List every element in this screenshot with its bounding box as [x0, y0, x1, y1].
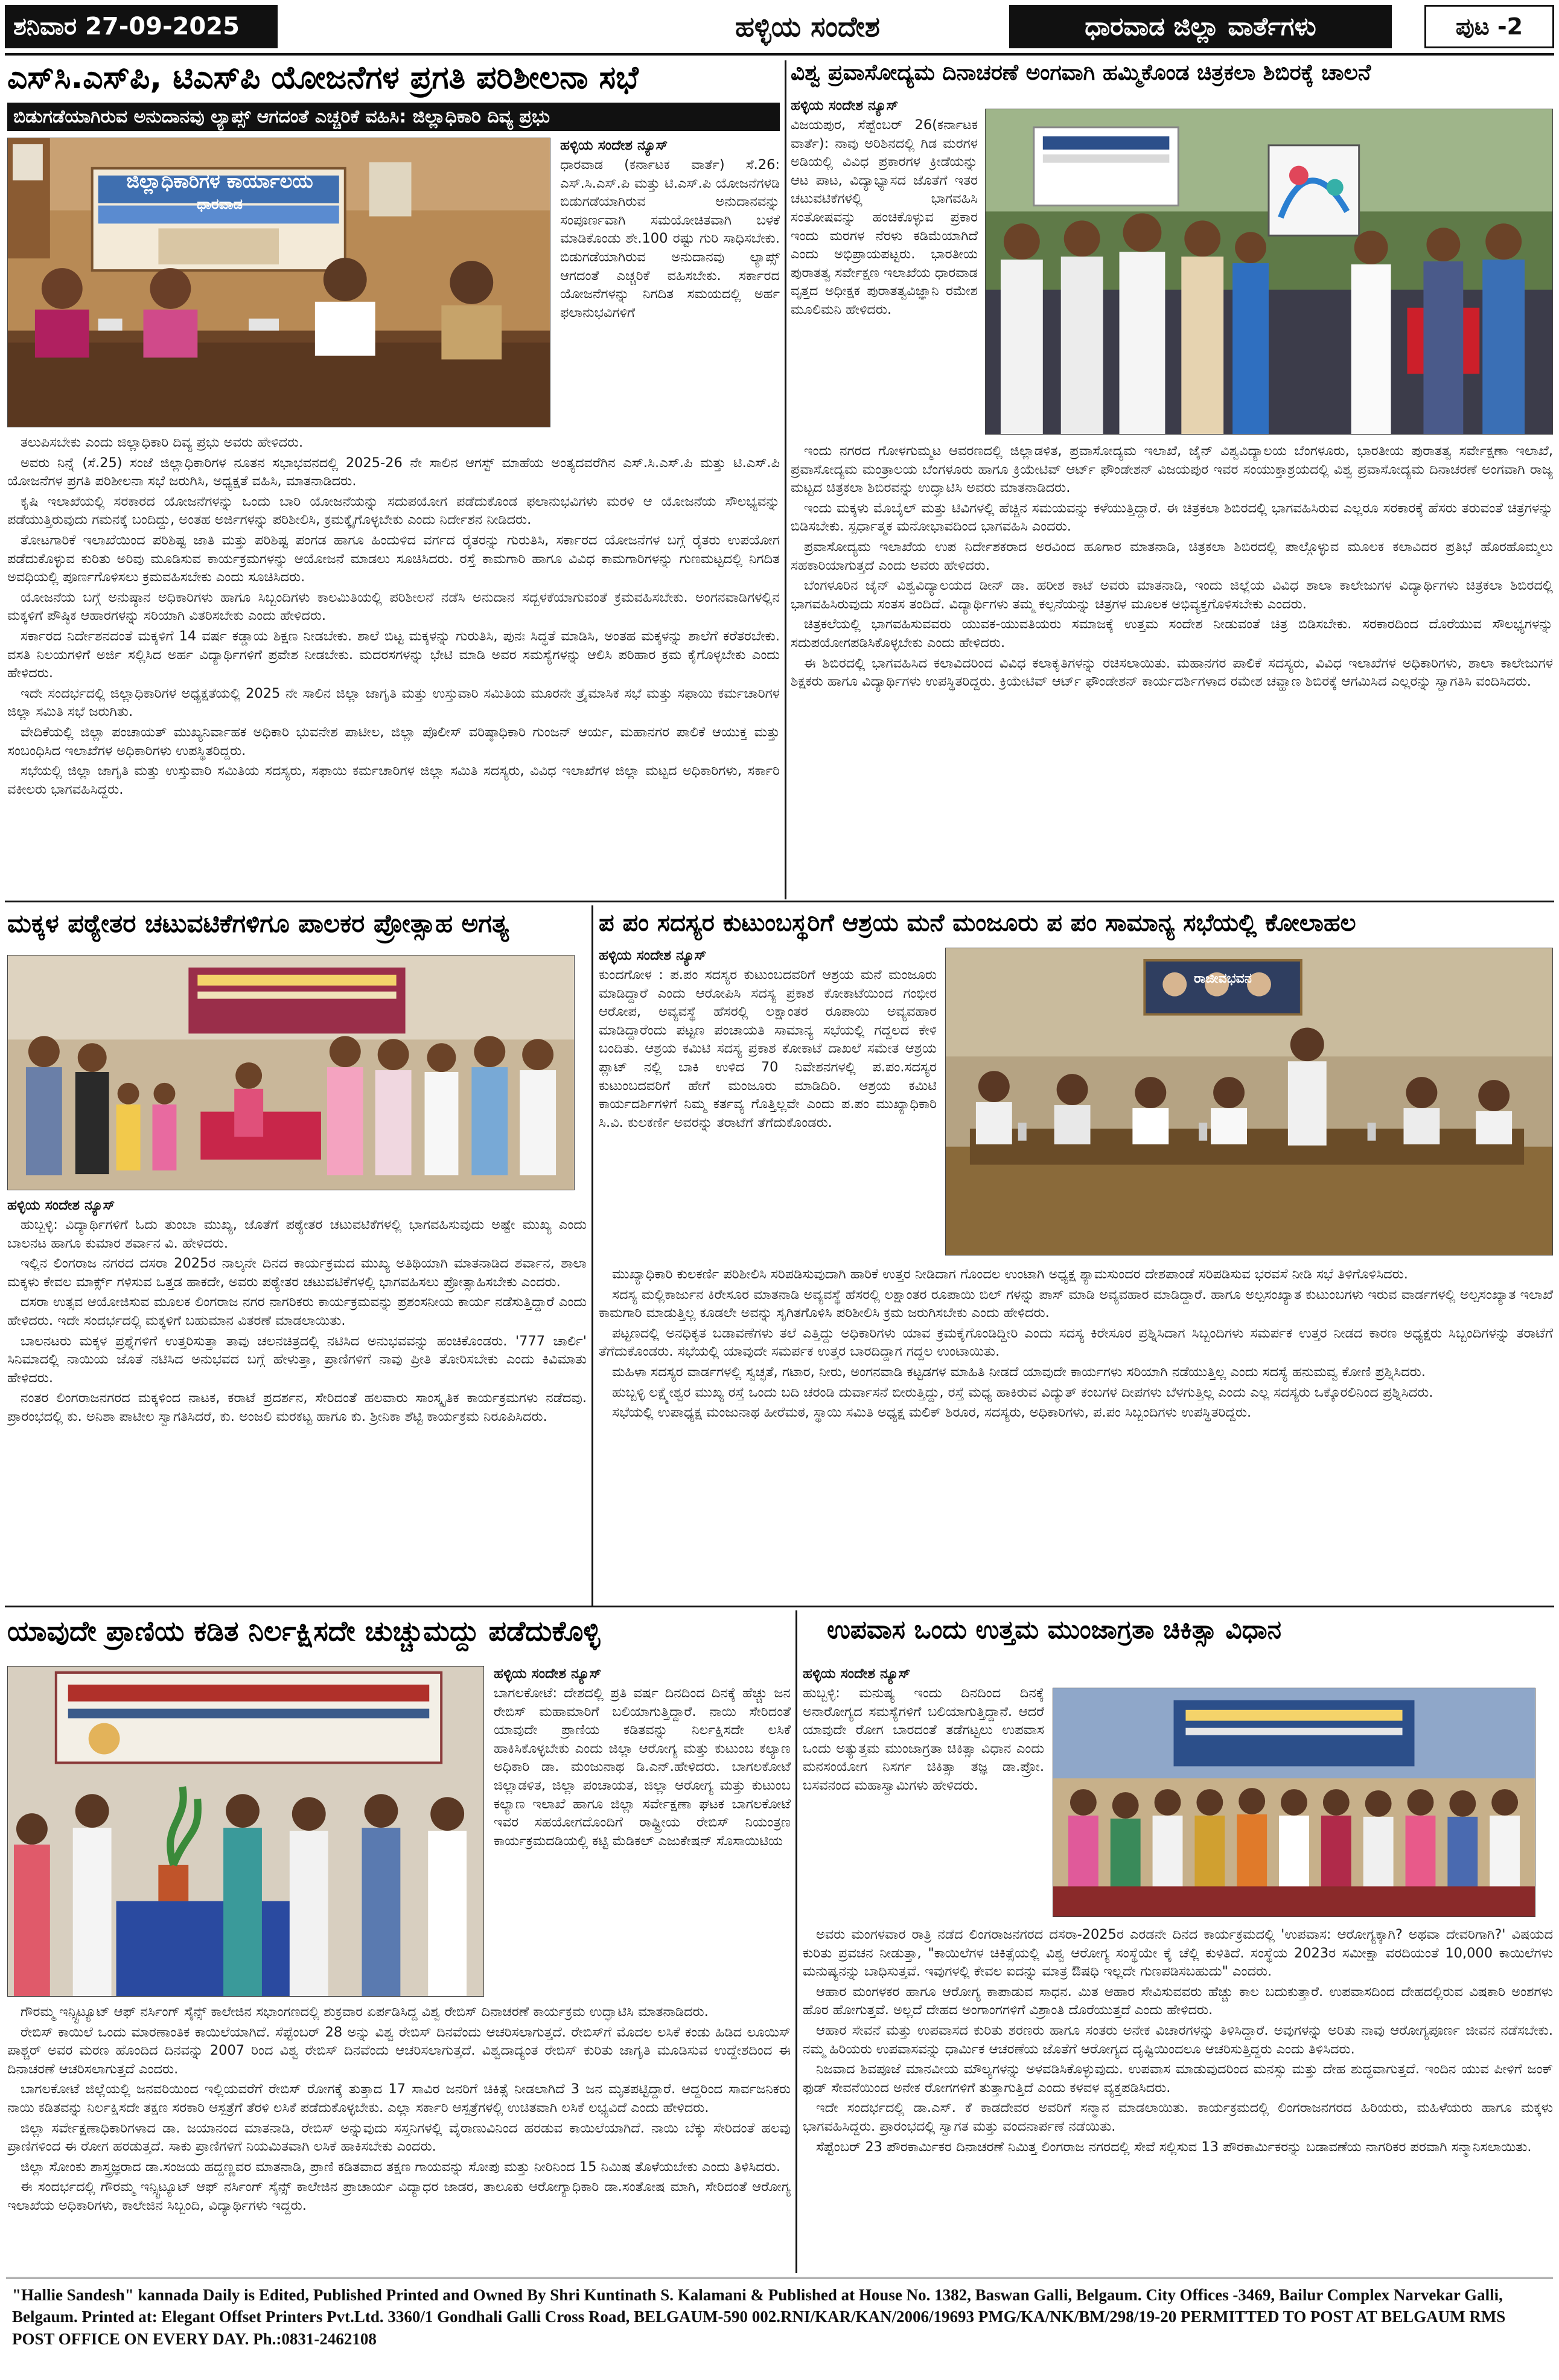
paragraph: ಆಹಾರ ಸೇವನೆ ಮತ್ತು ಉಪವಾಸದ ಕುರಿತು ಶರಣರು ಹಾಗೂ ಸಂತರು ಅನೇಕ ವಿಚಾರಗಳನ್ನು ತಿಳಿಸಿದ್ದಾರೆ. ಅವುಗಳನ್ನು ಅರಿತು ನಾವು ಆರೋಗ್ಯಪೂರ್ಣ ಜೀವನ ನಡೆಸಬೇಕು. ನಮ್ಮ ಹಿರಿಯರು ಉಪವಾಸವನ್ನು ಧಾರ್ಮಿಕ ಆಚರಣೆಯ ಜೊತೆಗೆ ಆರೋಗ್ಯದ ದೃಷ್ಟಿಯಿಂದಲೂ ಆಚರಿಸುತ್ತಿದ್ದರು ಎಂದು ತಿಳಿಸಿದರು. [803, 2022, 1553, 2057]
paragraph: ಗೌರಮ್ಮ ಇನ್ಸ್ಟಿಟ್ಯೂಟ್ ಆಫ್ ನರ್ಸಿಂಗ್ ಸೈನ್ಸ್ ಕಾಲೇಜಿನ ಸಭಾಂಗಣದಲ್ಲಿ ಶುಕ್ರವಾರ ಏರ್ಪಡಿಸಿದ್ದ ವಿಶ್ವ ರೇಬಿಸ್ ದಿನಾಚರಣೆ ಕಾರ್ಯಕ್ರಮ ಉದ್ಘಾಟಿಸಿ ಮಾತನಾಡಿದರು. [21, 2004, 709, 2020]
paragraph: ಪ್ರವಾಸೋದ್ಯಮ ಇಲಾಖೆಯ ಉಪ ನಿರ್ದೇಶಕರಾದ ಅರವಿಂದ ಹೂಗಾರ ಮಾತನಾಡಿ, ಚಿತ್ರಕಲಾ ಶಿಬಿರದಲ್ಲಿ ಪಾಲ್ಗೊಳ್ಳುವ ಮೂಲಕ ಕಲಾವಿದರ ಪ್ರತಿಭೆ ಹೊರಹೊಮ್ಮಲು ಸಹಕಾರಿಯಾಗುತ್ತದೆ ಎಂದು ಅವರು ಹೇಳಿದರು. [791, 538, 1553, 573]
paragraph: ಹುಬ್ಬಳ್ಳಿ: ವಿದ್ಯಾರ್ಥಿಗಳಿಗೆ ಓದು ತುಂಬಾ ಮುಖ್ಯ, ಜೊತೆಗೆ ಪಠ್ಯೇತರ ಚಟುವಟಿಕೆಗಳಲ್ಲಿ ಭಾಗವಹಿಸುವುದು ಅಷ್ಟೇ ಮುಖ್ಯ ಎಂದು ಬಾಲನಟ ಹಾಗೂ ಕುಮಾರ ಶರ್ವಾನ ವಿ. ಹೇಳಿದರು. [7, 1217, 587, 1251]
paper-logo: ಹಳ್ಳಿಯ ಸಂದೇಶ [735, 10, 880, 43]
headline: ಯಾವುದೇ ಪ್ರಾಣಿಯ ಕಡಿತ ನಿರ್ಲಕ್ಷಿಸದೇ ಚುಚ್ಚುಮದ್ದು ಪಡೆದುಕೊಳ್ಳಿ [7, 1615, 601, 1647]
paragraph: ಜಿಲ್ಲಾ ಸೋಂಕು ಶಾಸ್ತ್ರಜ್ಞರಾದ ಡಾ.ಸಂಜಯ ಹದ್ದಣ್ಣವರ ಮಾತನಾಡಿ, ಪ್ರಾಣಿ ಕಡಿತವಾದ ತಕ್ಷಣ ಗಾಯವನ್ನು ಸೋಪು ಮತ್ತು ನೀರಿನಿಂದ 15 ನಿಮಿಷ ತೊಳೆಯಬೇಕು ಎಂದು ತಿಳಿಸಿದರು. [21, 2158, 781, 2175]
article-body [599, 1265, 1553, 1603]
paragraph: ಇಲ್ಲಿನ ಲಿಂಗರಾಜ ನಗರದ ದಸರಾ 2025ರ ನಾಲ್ಕನೇ ದಿನದ ಕಾರ್ಯಕ್ರಮದ ಮುಖ್ಯ ಅತಿಥಿಯಾಗಿ ಮಾತನಾಡಿದ ಶರ್ವಾನ, ಶಾಲಾ ಮಕ್ಕಳು ಕೇವಲ ಮಾರ್ಕ್ಸ್ ಗಳಿಸುವ ಒತ್ತಡ ಹಾಕದೇ, ಅವರು ಪಠ್ಯೇತರ ಚಟುವಟಿಕೆಗಳಲ್ಲಿ ಭಾಗವಹಿಸಲು ಪ್ರೋತ್ಸಾಹಿಸಬೇಕು ಎಂದರು. [7, 1255, 587, 1290]
paragraph: ವೇದಿಕೆಯಲ್ಲಿ ಜಿಲ್ಲಾ ಪಂಚಾಯತ್ ಮುಖ್ಯನಿರ್ವಾಹಕ ಅಧಿಕಾರಿ ಭುವನೇಶ ಪಾಟೀಲ, ಜಿಲ್ಲಾ ಪೊಲೀಸ್ ವರಿಷ್ಠಾಧಿಕಾರಿ ಗುಂಜನ್ ಆರ್ಯ, ಮಹಾನಗರ ಪಾಲಿಕೆ ಆಯುಕ್ತ ಮತ್ತು ಸಂಬಂಧಿಸಿದ ಇಲಾಖೆಗಳ ಅಧಿಕಾರಿಗಳು ಉಪಸ್ಥಿತರಿದ್ದರು. [7, 724, 780, 759]
paragraph: ಸದಸ್ಯ ಮಲ್ಲಿಕಾರ್ಜುನ ಕಿರೇಸೂರ ಮಾತನಾಡಿ ಅವ್ಯವಸ್ಥೆ ಹೆಸರಲ್ಲಿ ಲಕ್ಷಾಂತರ ರೂಪಾಯಿ ಬಿಲ್ ಗಳನ್ನು ಪಾಸ್ ಮಾಡಿ ಅವ್ಯವಹಾರ ಮಾಡಿದ್ದಾರೆ. ಹಾಗೂ ಅಲ್ಪಸಂಖ್ಯಾತ ಕುಟುಂಬಗಳು ಇರುವ ವಾರ್ಡಗಳಲ್ಲಿ ಅಲ್ಪಸಂಖ್ಯಾತ ಇಲಾಖೆ ಕಾಮಗಾರಿ ಮಾಡುತ್ತಿಲ್ಲ ಕೂಡಲೇ ಅವನ್ನು ಸೃಗಿತಗೊಳಿಸಿ ಪರಿಶೀಲಿಸಿ ಕ್ರಮ ಜರುಗಿಸಬೇಕು ಎಂದು ಹೇಳಿದರು. [599, 1286, 1553, 1321]
byline: ಹಳ್ಳಿಯ ಸಂದೇಶ ನ್ಯೂಸ್ [7, 1198, 115, 1213]
paragraph: ಬಾಗಲಕೋಟೆ ಜಿಲ್ಲೆಯಲ್ಲಿ ಜನವರಿಯಿಂದ ಇಲ್ಲಿಯವರೆಗೆ ರೇಬಿಸ್ ರೋಗಕ್ಕೆ ತುತ್ತಾದ 17 ಸಾವಿರ ಜನರಿಗೆ ಚಿಕಿತ್ಸೆ ನೀಡಲಾಗಿದೆ 3 ಜನ ಮೃತಪಟ್ಟಿದ್ದಾರೆ. ಆದ್ದರಿಂದ ಸಾರ್ವಜನಿಕರು ನಾಯಿ ಕಡಿತವನ್ನು ನಿರ್ಲಕ್ಷಿಸದೇ ತಕ್ಷಣ ಸರಕಾರಿ ಆಸ್ಪತ್ರೆಗೆ ತೆರಳಿ ಲಸಿಕೆ ಪಡೆದುಕೊಳ್ಳಬೇಕು. ಎಲ್ಲಾ ಸರ್ಕಾರಿ ಆಸ್ಪತ್ರೆಗಳಲ್ಲಿ ಉಚಿತವಾಗಿ ಲಸಿಕೆ ಲಭ್ಯವಿದೆ ಎಂದು ಹೇಳಿದರು. [7, 2081, 791, 2116]
paragraph: ಇದೇ ಸಂದರ್ಭದಲ್ಲಿ ಡಾ.ಎಸ್. ಕೆ ಕಾಡದೇವರ ಅವರಿಗೆ ಸನ್ಮಾನ ಮಾಡಲಾಯಿತು. ಕಾರ್ಯಕ್ರಮದಲ್ಲಿ ಲಿಂಗರಾಜನಗರದ ಹಿರಿಯರು, ಮಹಿಳೆಯರು ಹಾಗೂ ಮಕ್ಕಳು ಭಾಗವಹಿಸಿದ್ದರು. ಪ್ರಾರಂಭದಲ್ಲಿ ಸ್ವಾಗತ ಮತ್ತು ವಂದನಾರ್ಪಣೆ ನಡೆಯಿತು. [803, 2100, 1553, 2134]
subheadline: ಬಿಡುಗಡೆಯಾಗಿರುವ ಅನುದಾನವು ಲ್ಯಾಪ್ಸ್ ಆಗದಂತೆ ಎಚ್ಚರಿಕೆ ವಹಿಸಿ: ಜಿಲ್ಲಾಧಿಕಾರಿ ದಿವ್ಯ ಪ್ರಭು [7, 103, 780, 131]
photo-painting-camp [985, 109, 1553, 435]
hall-banner: ರಾಜೀವಭವನ [1193, 971, 1252, 986]
photo-children-dasara [7, 955, 575, 1190]
article-fasting-lecture [803, 1610, 1553, 2273]
article-tourism-day [791, 60, 1553, 897]
section-title: ಧಾರವಾಡ ಜಿಲ್ಲಾ ವಾರ್ತೆಗಳು [1009, 5, 1392, 48]
article-housing-meeting [599, 905, 1553, 1603]
paragraph: ಈ ಶಿಬಿರದಲ್ಲಿ ಭಾಗವಹಿಸಿದ ಕಲಾವಿದರಿಂದ ವಿವಿಧ ಕಲಾಕೃತಿಗಳನ್ನು ರಚಿಸಲಾಯಿತು. ಮಹಾನಗರ ಪಾಲಿಕೆ ಸದಸ್ಯರು, ವಿವಿಧ ಇಲಾಖೆಗಳ ಅಧಿಕಾರಿಗಳು, ಶಾಲಾ ಕಾಲೇಜುಗಳ ಶಿಕ್ಷಕರು ಹಾಗೂ ವಿದ್ಯಾರ್ಥಿಗಳು ಉಪಸ್ಥಿತರಿದ್ದರು. ಕ್ರಿಯೇಟಿವ್ ಆರ್ಟ್ ಫೌಂಡೇಶನ್ ಕಾರ್ಯದರ್ಶಿಗಳಾದ ರಮೇಶ ಚವ್ಹಾಣ ಶಿಬಿರಕ್ಕೆ ಆಗಮಿಸಿದ ಎಲ್ಲರನ್ನು ಸ್ವಾಗತಿಸಿ ವಂದಿಸಿದರು. [791, 655, 1553, 690]
column-divider [591, 905, 593, 1606]
article-body [791, 442, 1553, 897]
lead-column [560, 138, 780, 427]
paragraph: ಸರ್ಕಾರದ ನಿರ್ದೇಶನದಂತೆ ಮಕ್ಕಳಿಗೆ 14 ವರ್ಷ ಕಡ್ಡಾಯ ಶಿಕ್ಷಣ ನೀಡಬೇಕು. ಶಾಲೆ ಬಿಟ್ಟ ಮಕ್ಕಳನ್ನು ಗುರುತಿಸಿ, ಪುನಃ ಸಿದ್ಧತೆ ಮಾಡಿಸಿ, ಅಂತಹ ಮಕ್ಕಳನ್ನು ಶಾಲೆಗೆ ಕರೆತರಬೇಕು. ವಸತಿ ನಿಲಯಗಳಿಗೆ ಅರ್ಜಿ ಸಲ್ಲಿಸಿದ ಅರ್ಹ ವಿದ್ಯಾರ್ಥಿಗಳಿಗೆ ಪ್ರವೇಶ ನೀಡಬೇಕು. ಮದರಸಗಳನ್ನು ಭೇಟಿ ಮಾಡಿ ಅವರ ಸಮಸ್ಯೆಗಳನ್ನು ಆಲಿಸಿ ಪರಿಹಾರ ಕ್ರಮ ಕೈಗೊಳ್ಳಬೇಕು ಎಂದು ಹೇಳಿದರು. [7, 628, 780, 681]
article-sc-st-review [7, 60, 780, 897]
lead-column [494, 1666, 791, 1997]
paragraph: ಇದೇ ಸಂದರ್ಭದಲ್ಲಿ ಜಿಲ್ಲಾಧಿಕಾರಿಗಳ ಅಧ್ಯಕ್ಷತೆಯಲ್ಲಿ 2025 ನೇ ಸಾಲಿನ ಜಿಲ್ಲಾ ಜಾಗೃತಿ ಮತ್ತು ಉಸ್ತುವಾರಿ ಸಮಿತಿಯ ಮೂರನೇ ತ್ರೈಮಾಸಿಕ ಸಭೆ ಮತ್ತು ಸಫಾಯಿ ಕರ್ಮಚಾರಿಗಳ ಜಿಲ್ಲಾ ಸಮಿತಿ ಸಭೆ ಜರುಗಿತು. [7, 685, 780, 720]
paragraph: ಇಂದು ನಗರದ ಗೋಳಗುಮ್ಮಟ ಆವರಣದಲ್ಲಿ ಜಿಲ್ಲಾಡಳಿತ, ಪ್ರವಾಸೋದ್ಯಮ ಇಲಾಖೆ, ಜೈನ್ ವಿಶ್ವವಿದ್ಯಾಲಯ ಬೆಂಗಳೂರು, ಭಾರತೀಯ ಪುರಾತತ್ವ ಸರ್ವೇಕ್ಷಣಾ ಇಲಾಖೆ, ಪ್ರವಾಸೋದ್ಯಮ ಮಂತ್ರಾಲಯ ಬೆಂಗಳೂರು ಹಾಗೂ ಕ್ರಿಯೇಟಿವ್ ಆರ್ಟ್ ಫೌಂಡೇಶನ್ ವಿಜಯಪುರ ಇವರ ಸಂಯುಕ್ತಾಶ್ರಯದಲ್ಲಿ ವಿಶ್ವ ಪ್ರವಾಸೋದ್ಯಮ ದಿನಾಚರಣೆ ಅಂಗವಾಗಿ ರಾಜ್ಯ ಮಟ್ಟದ ಚಿತ್ರಕಲಾ ಶಿಬಿರವನ್ನು ಉದ್ಘಾಟಿಸಿ ಅವರು ಮಾತನಾಡಿದರು. [791, 443, 1553, 496]
paragraph: ಚಿತ್ರಕಲೆಯಲ್ಲಿ ಭಾಗವಹಿಸುವವರು ಯುವಕ-ಯುವತಿಯರು ಸಮಾಜಕ್ಕೆ ಉತ್ತಮ ಸಂದೇಶ ನೀಡುವಂತೆ ಚಿತ್ರ ಬಿಡಿಸಬೇಕು. ಸರಕಾರದಿಂದ ದೊರೆಯುವ ಸೌಲಭ್ಯಗಳನ್ನು ಸದುಪಯೋಗಪಡಿಸಿಕೊಳ್ಳಬೇಕು ಎಂದು ಹೇಳಿದರು. [791, 616, 1553, 651]
headline: ಉಪವಾಸ ಒಂದು ಉತ್ತಮ ಮುಂಜಾಗ್ರತಾ ಚಿಕಿತ್ಸಾ ವಿಧಾನ [827, 1615, 1281, 1644]
office-banner-sub: ಧಾರವಾಡ [197, 196, 243, 212]
paragraph: ದಸರಾ ಉತ್ಸವ ಆಯೋಜಿಸುವ ಮೂಲಕ ಲಿಂಗರಾಜ ನಗರ ನಾಗರಿಕರು ಕಾರ್ಯಕ್ರಮವನ್ನು ಪ್ರಶಂಸನೀಯ ಕಾರ್ಯ ನಡೆಸುತ್ತಿದ್ದಾರೆ ಎಂದು ಹೇಳಿದರು. ಇದೇ ಸಂದರ್ಭದಲ್ಲಿ ಮಕ್ಕಳಿಗೆ ಬಹುಮಾನ ವಿತರಣೆ ಮಾಡಲಾಯಿತು. [7, 1294, 587, 1329]
children-photo-illustration [8, 956, 574, 1190]
row-divider [5, 1606, 1554, 1607]
lead-text: ವಿಜಯಪುರ, ಸೆಪ್ಟೆಂಬರ್ 26(ಕರ್ನಾಟಕ ವಾರ್ತೆ): ನಾವು ಅರಿಶಿನದಲ್ಲಿ ಗಿಡ ಮರಗಳ ಅಡಿಯಲ್ಲಿ ವಿವಿಧ ಪ್ರಕಾರಗಳ ಕ್ರೀಡೆಯನ್ನು ಆಟ ಪಾಟ, ವಿದ್ಯಾಭ್ಯಾಸದ ಜೊತೆಗೆ ಇತರ ಚಟುವಟಿಕೆಗಳಲ್ಲಿ ಭಾಗವಹಿಸಿ ಸಂತೋಷವನ್ನು ಹಂಚಿಕೊಳ್ಳುವ ಪ್ರಕಾರ ಇಂದು ಮರಗಳ ನೆರಳು ಕಡಿಮೆಯಾಗಿದೆ ಎಂದು ಅಭಿಪ್ರಾಯಪಟ್ಟರು. ಭಾರತೀಯ ಪುರಾತತ್ವ ಸರ್ವೇಕ್ಷಣ ಇಲಾಖೆಯ ಧಾರವಾಡ ವೃತ್ತದ ಅಧೀಕ್ಷಕ ಪುರಾತತ್ವವಿಜ್ಞಾನಿ ರಮೇಶ ಮೂಲಿಮನಿ ಹೇಳಿದರು. [791, 117, 978, 317]
lead-column [599, 948, 937, 1262]
photo-council-meeting [945, 948, 1553, 1255]
page-number: ಪುಟ -2 [1424, 5, 1554, 48]
painting-camp-illustration [986, 109, 1552, 434]
article-body [7, 2003, 791, 2273]
paragraph: ನಂತರ ಲಿಂಗರಾಜನಗರದ ಮಕ್ಕಳಿಂದ ನಾಟಕ, ಕರಾಟೆ ಪ್ರದರ್ಶನ, ಸೇರಿದಂತೆ ಹಲವಾರು ಸಾಂಸ್ಕೃತಿಕ ಕಾರ್ಯಕ್ರಮಗಳು ನಡೆದವು. ಪ್ರಾರಂಭದಲ್ಲಿ ಕು. ಅನಿಶಾ ಪಾಟೀಲ ಸ್ವಾಗತಿಸಿದರೆ, ಕು. ಅಂಜಲಿ ಮರಕಟ್ಟ ಹಾಗೂ ಕು. ಶ್ರೀನಿಕಾ ಶೆಟ್ಟಿ ಕಾರ್ಯಕ್ರಮ ನಿರೂಪಿಸಿದರು. [7, 1390, 587, 1424]
photo-fasting-event [1053, 1688, 1535, 1917]
fasting-photo-illustration [1053, 1688, 1535, 1916]
photo-banner-text [1144, 967, 1301, 991]
column-divider [795, 1610, 797, 2273]
headline: ಎಸ್‌ಸಿ.ಎಸ್‌ಪಿ, ಟಿಎಸ್‌ಪಿ ಯೋಜನೆಗಳ ಪ್ರಗತಿ ಪರಿಶೀಲನಾ ಸಭೆ [7, 60, 639, 96]
paragraph: ಸೆಪ್ಟೆಂಬರ್ 23 ಪೌರಕಾರ್ಮಿಕರ ದಿನಾಚರಣೆ ನಿಮಿತ್ತ ಲಿಂಗರಾಜ ನಗರದಲ್ಲಿ ಸೇವೆ ಸಲ್ಲಿಸುವ 13 ಪೌರಕಾರ್ಮಿಕರನ್ನು ಬಡಾವಣೆಯ ನಾಗರಿಕರ ಪರವಾಗಿ ಸನ್ಮಾನಿಸಲಾಯಿತು. [816, 2139, 1532, 2155]
byline: ಹಳ್ಳಿಯ ಸಂದೇಶ ನ್ಯೂಸ್ [599, 948, 707, 963]
lead-text: ಧಾರವಾಡ (ಕರ್ನಾಟಕ ವಾರ್ತೆ) ಸೆ.26: ಎಸ್.ಸಿ.ಎಸ್.ಪಿ ಮತ್ತು ಟಿ.ಎಸ್.ಪಿ ಯೋಜನೆಗಳಡಿ ಬಿಡುಗಡೆಯಾಗಿರುವ ಅನುದಾನವನ್ನು ಸಂಪೂರ್ಣವಾಗಿ ಸಮಯೋಚಿತವಾಗಿ ಬಳಕೆ ಮಾಡಿಕೊಂಡು ಶೇ.100 ರಷ್ಟು ಗುರಿ ಸಾಧಿಸಬೇಕು. ಬಿಡುಗಡೆಯಾಗಿರುವ ಅನುದಾನವು ಲ್ಯಾಪ್ಸ್ ಆಗದಂತೆ ಎಚ್ಚರಿಕೆ ವಹಿಸಬೇಕು. ಸರ್ಕಾರದ ಯೋಜನೆಗಳನ್ನು ನಿಗದಿತ ಸಮಯದಲ್ಲಿ ಅರ್ಹ ಫಲಾನುಭವಿಗಳಿಗೆ [560, 157, 780, 321]
paragraph: ಸಭೆಯಲ್ಲಿ ಜಿಲ್ಲಾ ಜಾಗೃತಿ ಮತ್ತು ಉಸ್ತುವಾರಿ ಸಮಿತಿಯ ಸದಸ್ಯರು, ಸಫಾಯಿ ಕರ್ಮಚಾರಿಗಳ ಜಿಲ್ಲಾ ಸಮಿತಿ ಸದಸ್ಯರು, ವಿವಿಧ ಇಲಾಖೆಗಳ ಜಿಲ್ಲಾ ಮಟ್ಟದ ಅಧಿಕಾರಿಗಳು, ಸರ್ಕಾರಿ ವಕೀಲರು ಭಾಗವಹಿಸಿದ್ದರು. [7, 763, 780, 797]
office-banner: ಜಿಲ್ಲಾಧಿಕಾರಿಗಳ ಕಾರ್ಯಾಲಯ [126, 170, 313, 193]
paragraph: ಅವರು ಮಂಗಳವಾರ ರಾತ್ರಿ ನಡೆದ ಲಿಂಗರಾಜನಗರದ ದಸರಾ-2025ರ ಎರಡನೇ ದಿನದ ಕಾರ್ಯಕ್ರಮದಲ್ಲಿ 'ಉಪವಾಸ: ಆರೋಗ್ಯಕ್ಕಾಗಿ? ಅಥವಾ ದೇವರಿಗಾಗಿ?' ವಿಷಯದ ಕುರಿತು ಪ್ರವಚನ ನೀಡುತ್ತಾ, "ಕಾಯಿಲೆಗಳ ಚಿಕಿತ್ಸೆಯಲ್ಲಿ ವಿಶ್ವ ಆರೋಗ್ಯ ಸಂಸ್ಥೆಯೇ ಕೈ ಚೆಲ್ಲಿ ಕುಳಿತಿದೆ. ಸಂಸ್ಥೆಯ 2023ರ ಸಮೀಕ್ಷಾ ವರದಿಯಂತೆ 10,000 ಕಾಯಿಲೆಗಳು ಮನುಷ್ಯನನ್ನು ಬಾಧಿಸುತ್ತವೆ. ಇವುಗಳಲ್ಲಿ ಕೇವಲ ಐದನ್ನು ಮಾತ್ರ ಔಷಧಿ ಇಲ್ಲದೇ ಗುಣಪಡಿಸಬಹುದು" ಎಂದರು. [803, 1927, 1553, 1980]
paragraph: ಮಹಿಳಾ ಸದಸ್ಯರ ವಾರ್ಡಗಳಲ್ಲಿ ಸ್ವಚ್ಛತೆ, ಗಟಾರ, ನೀರು, ಅಂಗನವಾಡಿ ಕಟ್ಟಡಗಳ ಮಾಹಿತಿ ನೀಡದೆ ಯಾವುದೇ ಕಾರ್ಯಗಳು ಸರಿಯಾಗಿ ನಡೆಯುತ್ತಿಲ್ಲ ಎಂದು ಸದಸ್ಯೆ ಹನುಮವ್ವ ಕೋಣಿ ಪ್ರಶ್ನಿಸಿದರು. [612, 1364, 1426, 1380]
article-rabies-day [7, 1610, 791, 2273]
lead-column [803, 1666, 1044, 1919]
lead-column [791, 98, 978, 436]
paragraph: ತಲುಪಿಸಬೇಕು ಎಂದು ಜಿಲ್ಲಾಧಿಕಾರಿ ದಿವ್ಯ ಪ್ರಭು ಅವರು ಹೇಳಿದರು. [21, 435, 304, 450]
column-divider [785, 60, 786, 899]
lead-text: ಕುಂದಗೋಳ : ಪ.ಪಂ ಸದಸ್ಯರ ಕುಟುಂಬದವರಿಗೆ ಆಶ್ರಯ ಮನೆ ಮಂಜೂರು ಮಾಡಿದ್ದಾರೆ ಎಂದು ಆರೋಪಿಸಿ ಸದಸ್ಯ ಪ್ರಕಾಶ ಕೋಕಾಟೆಯಿಂದ ಗಂಭೀರ ಆರೋಪ, ಅವ್ಯವಸ್ಥೆ ಹೆಸರಲ್ಲಿ ಲಕ್ಷಾಂತರ ರೂಪಾಯಿ ಅವ್ಯವಹಾರ ಮಾಡಿದ್ದಾರೆಂದು ಪಟ್ಟಣ ಪಂಚಾಯತಿ ಸಾಮಾನ್ಯ ಸಭೆಯಲ್ಲಿ ಗದ್ದಲದ ಕೇಳಿ ಬಂದಿತು. ಆಶ್ರಯ ಕಮಿಟಿ ಸದಸ್ಯ ಪ್ರಕಾಶ ಕೋಕಾಟೆ ದಾಖಲೆ ಸಮೇತ ಆಶ್ರಯ ಪ್ಲಾಟ್ ನಲ್ಲಿ ಬಾಕಿ ಉಳಿದ 70 ನಿವೇಶನಗಳಲ್ಲಿ ಪ.ಪಂ.ಸದಸ್ಯರ ಕುಟುಂಬದವರಿಗೆ ಹೇಗೆ ಮಂಜೂರು ಮಾಡಿದಿರಿ. ಆಶ್ರಯ ಕಮಿಟಿ ಕಾರ್ಯದರ್ಶಿಗಳಿಗೆ ನಿಮ್ಮ ಕರ್ತವ್ಯ ಗೊತ್ತಿಲ್ಲವೇ ಎಂದು ಪ.ಪಂ ಮುಖ್ಯಾಧಿಕಾರಿ ಸಿ.ವಿ. ಕುಲಕರ್ಣಿ ಅವರನ್ನು ತರಾಟೆಗೆ ತೆಗೆದುಕೊಂಡರು. [599, 967, 937, 1131]
paragraph: ಮುಖ್ಯಾಧಿಕಾರಿ ಕುಲಕರ್ಣಿ ಪರಿಶೀಲಿಸಿ ಸರಿಪಡಿಸುವುದಾಗಿ ಹಾರಿಕೆ ಉತ್ತರ ನೀಡಿದಾಗ ಗೊಂದಲ ಉಂಟಾಗಿ ಅಧ್ಯಕ್ಷ ಶ್ಯಾಮಸುಂದರ ದೇಶಪಾಂಡೆ ಸರಿಪಡಿಸುವ ಭರವಸೆ ನೀಡಿ ಸಭೆ ತಿಳಿಗೊಳಿಸಿದರು. [612, 1266, 1408, 1282]
byline: ಹಳ್ಳಿಯ ಸಂದೇಶ ನ್ಯೂಸ್ [791, 98, 899, 113]
rabies-photo-illustration [8, 1667, 483, 1996]
byline: ಹಳ್ಳಿಯ ಸಂದೇಶ ನ್ಯೂಸ್ [494, 1666, 602, 1682]
article-body [7, 1216, 587, 1426]
paragraph: ಇಂದು ಮಕ್ಕಳು ಮೊಬೈಲ್ ಮತ್ತು ಟಿವಿಗಳಲ್ಲಿ ಹೆಚ್ಚಿನ ಸಮಯವನ್ನು ಕಳೆಯುತ್ತಿದ್ದಾರೆ. ಈ ಚಿತ್ರಕಲಾ ಶಿಬಿರದಲ್ಲಿ ಭಾಗವಹಿಸಿರುವ ಎಲ್ಲರೂ ಸರಕಾರಕ್ಕೆ ಹೆಸರು ತರುವಂತೆ ಚಿತ್ರಗಳನ್ನು ಬಿಡಿಸಬೇಕು. ಸ್ಪರ್ಧಾತ್ಮಕ ಮನೋಭಾವದಿಂದ ಭಾಗವಹಿಸಿ ಎಂದರು. [791, 500, 1553, 535]
masthead [5, 5, 1554, 51]
headline: ಪ ಪಂ ಸದಸ್ಯರ ಕುಟುಂಬಸ್ಥರಿಗೆ ಆಶ್ರಯ ಮನೆ ಮಂಜೂರು ಪ ಪಂ ಸಾಮಾನ್ಯ ಸಭೆಯಲ್ಲಿ ಕೋಲಾಹಲ [599, 909, 1356, 937]
council-photo-illustration [946, 948, 1552, 1255]
article-body [7, 433, 780, 897]
paragraph: ಜಿಲ್ಲಾ ಸರ್ವೇಕ್ಷಣಾಧಿಕಾರಿಗಳಾದ ಡಾ. ಜಯಾನಂದ ಮಾತನಾಡಿ, ರೇಬಿಸ್ ಅನ್ನುವುದು ಸಸ್ತನಿಗಳಲ್ಲಿ ವೈರಾಣುವಿನಿಂದ ಹರಡುವ ಕಾಯಿಲೆಯಾಗಿದೆ. ನಾಯಿ ಬೆಕ್ಕು ಸೇರಿದಂತೆ ಹಲವು ಪ್ರಾಣಿಗಳಿಂದ ಈ ರೋಗ ಹರಡುತ್ತದೆ. ಸಾಕು ಪ್ರಾಣಿಗಳಿಗೆ ನಿಯಮಿತವಾಗಿ ಲಸಿಕೆ ಹಾಕಿಸಬೇಕು ಎಂದರು. [7, 2120, 791, 2155]
paragraph: ರೇಬಿಸ್ ಕಾಯಿಲೆ ಒಂದು ಮಾರಣಾಂತಿಕ ಕಾಯಿಲೆಯಾಗಿದೆ. ಸೆಪ್ಟೆಂಬರ್ 28 ಅನ್ನು ವಿಶ್ವ ರೇಬಿಸ್ ದಿನವೆಂದು ಆಚರಿಸಲಾಗುತ್ತದೆ. ರೇಬಿಸ್‌ಗೆ ಮೊದಲ ಲಸಿಕೆ ಕಂಡು ಹಿಡಿದ ಲೂಯಿಸ್ ಪಾಶ್ಚರ್ ಅವರ ಮರಣ ಹೊಂದಿದ ದಿನವನ್ನು 2007 ರಿಂದ ವಿಶ್ವ ರೇಬಿಸ್ ದಿನವೆಂದು ಆಚರಿಸಲಾಗುತ್ತದೆ. ವಿಶ್ವದಾದ್ಯಂತ ರೇಬಿಸ್ ಕುರಿತು ಜಾಗೃತಿ ಮೂಡಿಸುವ ಉದ್ದೇಶದಿಂದ ಈ ದಿನಾಚರಣೆ ಆಚರಿಸಲಾಗುತ್ತದೆ ಎಂದರು. [7, 2024, 791, 2077]
headline: ಮಕ್ಕಳ ಪಠ್ಯೇತರ ಚಟುವಟಿಕೆಗಳಿಗೂ ಪಾಲಕರ ಪ್ರೋತ್ಸಾಹ ಅಗತ್ಯ [7, 909, 509, 938]
lead-text: ಬಾಗಲಕೋಟೆ: ದೇಶದಲ್ಲಿ ಪ್ರತಿ ವರ್ಷ ದಿನದಿಂದ ದಿನಕ್ಕೆ ಹೆಚ್ಚು ಜನ ರೇಬಿಸ್ ಮಹಾಮಾರಿಗೆ ಬಲಿಯಾಗುತ್ತಿದ್ದಾರೆ. ನಾಯಿ ಸೇರಿದಂತೆ ಯಾವುದೇ ಪ್ರಾಣಿಯ ಕಡಿತವನ್ನು ನಿರ್ಲಕ್ಷಿಸದೇ ಲಸಿಕೆ ಹಾಕಿಸಿಕೊಳ್ಳಬೇಕು ಎಂದು ಜಿಲ್ಲಾ ಆರೋಗ್ಯ ಮತ್ತು ಕುಟುಂಬ ಕಲ್ಯಾಣ ಅಧಿಕಾರಿ ಡಾ. ಮಂಜುನಾಥ ಡಿ.ಎನ್.ಹೇಳಿದರು. ಬಾಗಲಕೋಟೆ ಜಿಲ್ಲಾಡಳಿತ, ಜಿಲ್ಲಾ ಪಂಚಾಯತ, ಜಿಲ್ಲಾ ಆರೋಗ್ಯ ಮತ್ತು ಕುಟುಂಬ ಕಲ್ಯಾಣ ಇಲಾಖೆ ಹಾಗೂ ಜಿಲ್ಲಾ ಸರ್ವೇಕ್ಷಣಾ ಘಟಕ ಬಾಗಲಕೋಟೆ ಇವರ ಸಹಯೋಗದೊಂದಿಗೆ ರಾಷ್ಟ್ರೀಯ ರೇಬಿಸ್ ನಿಯಂತ್ರಣ ಕಾರ್ಯಕ್ರಮದಡಿಯಲ್ಲಿ ಕಟ್ಟಿ ಮೆಡಿಕಲ್ ಎಜುಕೇಷನ್ ಸೊಸಾಯಿಟಿಯ [494, 1685, 791, 1849]
paragraph: ಅವರು ನಿನ್ನೆ (ಸೆ.25) ಸಂಜೆ ಜಿಲ್ಲಾಧಿಕಾರಿಗಳ ನೂತನ ಸಭಾಭವನದಲ್ಲಿ 2025-26 ನೇ ಸಾಲಿನ ಆಗಸ್ಟ್ ಮಾಹೆಯ ಅಂತ್ಯದವರೆಗಿನ ಎಸ್.ಸಿ.ಎಸ್.ಪಿ ಮತ್ತು ಟಿ.ಎಸ್.ಪಿ ಯೋಜನೆಗಳ ಪ್ರಗತಿ ಪರಿಶೀಲನಾ ಸಭೆ ಜರುಗಿಸಿ, ಅಧ್ಯಕ್ಷತೆ ವಹಿಸಿ, ಮಾತನಾಡಿದರು. [7, 455, 780, 490]
paragraph: ಬೆಂಗಳೂರಿನ ಜೈನ್ ವಿಶ್ವವಿದ್ಯಾಲಯದ ಡೀನ್ ಡಾ. ಹರೀಶ ಕಾಟೆ ಅವರು ಮಾತನಾಡಿ, ಇಂದು ಜಿಲ್ಲೆಯ ವಿವಿಧ ಶಾಲಾ ಕಾಲೇಜುಗಳ ವಿದ್ಯಾರ್ಥಿಗಳು ಚಿತ್ರಕಲಾ ಶಿಬಿರದಲ್ಲಿ ಭಾಗವಹಿಸಿರುವುದು ಸಂತಸ ತಂದಿದೆ. ವಿದ್ಯಾರ್ಥಿಗಳು ತಮ್ಮ ಕಲ್ಪನೆಯನ್ನು ಚಿತ್ರಗಳ ಮೂಲಕ ಅಭಿವ್ಯಕ್ತಗೊಳಿಸಬೇಕು ಎಂದರು. [791, 578, 1553, 612]
paragraph: ಸಭೆಯಲ್ಲಿ ಉಪಾಧ್ಯಕ್ಷ ಮಂಜುನಾಥ ಹೀರೆಮಠ, ಸ್ಥಾಯಿ ಸಮಿತಿ ಅಧ್ಯಕ್ಷ ಮಲಿಕ್ ಶಿರೂರ, ಸದಸ್ಯರು, ಅಧಿಕಾರಿಗಳು, ಪ.ಪಂ ಸಿಬ್ಬಂದಿಗಳು ಉಪಸ್ಥಿತರಿದ್ದರು. [612, 1405, 1252, 1421]
lead-text: ಹುಬ್ಬಳ್ಳಿ: ಮನುಷ್ಯ ಇಂದು ದಿನದಿಂದ ದಿನಕ್ಕೆ ಅನಾರೋಗ್ಯದ ಸಮಸ್ಯೆಗಳಿಗೆ ಬಲಿಯಾಗುತ್ತಿದ್ದಾನೆ. ಆದರೆ ಯಾವುದೇ ರೋಗ ಬಾರದಂತೆ ತಡೆಗಟ್ಟಲು ಉಪವಾಸ ಒಂದು ಅತ್ಯುತ್ತಮ ಮುಂಜಾಗ್ರತಾ ಚಿಕಿತ್ಸಾ ವಿಧಾನ ಎಂದು ಮನಸಂಯೋಗ ನಿಸರ್ಗ ಚಿಕಿತ್ಸಾ ತಜ್ಞ ಡಾ.ಪ್ರೋ. ಬಸವನಂದ ಮಹಾಸ್ವಾಮಿಗಳು ಹೇಳಿದರು. [803, 1685, 1044, 1793]
imprint-footer: "Hallie Sandesh" kannada Daily is Edited, Published Printed and Owned By Shri Kuntinath S. Kalamani & Published at House No. 1382, Baswan Galli, Belgaum. City Offices -3469, Bailur Complex Narvekar Galli, Belgaum. Printed at: Elegant Offset Printers Pvt.Ltd. 3360/1 Gondhali Galli Cross Road, BELGAUM-590 002.RNI/KAR/KAN/2006/19693 PMG/KA/NK/BM/298/19-20 PERMITTED TO POST AT BELGAUM RMS POST OFFICE ON EVERY DAY. Ph.:0831-2462108 [6, 2277, 1553, 2373]
paragraph: ಬಾಲನಟರು ಮಕ್ಕಳ ಪ್ರಶ್ನೆಗಳಿಗೆ ಉತ್ತರಿಸುತ್ತಾ ತಾವು ಚಲನಚಿತ್ರದಲ್ಲಿ ನಟಿಸಿದ ಅನುಭವವನ್ನು ಹಂಚಿಕೊಂಡರು. '777 ಚಾರ್ಲಿ' ಸಿನಿಮಾದಲ್ಲಿ ನಾಯಿಯ ಜೊತೆ ನಟಿಸಿದ ಅನುಭವದ ಬಗ್ಗೆ ಹೇಳುತ್ತಾ, ಪ್ರಾಣಿಗಳಿಗೆ ನಾವು ಪ್ರೀತಿ ತೋರಿಸಬೇಕು ಎಂದು ಕಿವಿಮಾತು ಹೇಳಿದರು. [7, 1333, 587, 1386]
paragraph: ನಿಜವಾದ ಶಿವಪೂಜೆ ಮಾನವೀಯ ಮೌಲ್ಯಗಳನ್ನು ಅಳವಡಿಸಿಕೊಳ್ಳುವುದು. ಉಪವಾಸ ಮಾಡುವುದರಿಂದ ಮನಸ್ಸು ಮತ್ತು ದೇಹ ಶುದ್ಧವಾಗುತ್ತದೆ. ಇಂದಿನ ಯುವ ಪೀಳಿಗೆ ಜಂಕ್ ಫುಡ್ ಸೇವನೆಯಿಂದ ಅನೇಕ ರೋಗಗಳಿಗೆ ತುತ್ತಾಗುತ್ತಿದೆ ಎಂದು ಕಳವಳ ವ್ಯಕ್ತಪಡಿಸಿದರು. [803, 2061, 1553, 2096]
row-divider [5, 901, 1554, 902]
byline: ಹಳ್ಳಿಯ ಸಂದೇಶ ನ್ಯೂಸ್ [560, 138, 668, 153]
masthead-rule [5, 53, 1554, 56]
paragraph: ಕೃಷಿ ಇಲಾಖೆಯಲ್ಲಿ ಸರಕಾರದ ಯೋಜನೆಗಳನ್ನು ಒಂದು ಬಾರಿ ಯೋಜನೆಯನ್ನು ಸದುಪಯೋಗ ಪಡೆದುಕೊಂಡ ಫಲಾನುಭವಿಗಳು ಮರಳಿ ಆ ಯೋಜನೆಯ ಸೌಲಭ್ಯವನ್ನು ಪಡೆಯುತ್ತಿರುವುದು ಗಮನಕ್ಕೆ ಬಂದಿದ್ದು, ಅಂತಹ ಅರ್ಜಿಗಳನ್ನು ಪರಿಶೀಲಿಸಿ, ಕ್ರಮಕ್ಕೈಗೊಳ್ಳಬೇಕು ಎಂದು ನಿರ್ದೇಶನ ನೀಡಿದರು. [7, 493, 780, 528]
article-text [7, 1198, 587, 1603]
headline: ವಿಶ್ವ ಪ್ರವಾಸೋದ್ಯಮ ದಿನಾಚರಣೆ ಅಂಗವಾಗಿ ಹಮ್ಮಿಕೊಂಡ ಚಿತ್ರಕಲಾ ಶಿಬಿರಕ್ಕೆ ಚಾಲನೆ [791, 60, 1371, 85]
photo-rabies-event [7, 1666, 484, 1997]
paragraph: ಈ ಸಂದರ್ಭದಲ್ಲಿ ಗೌರಮ್ಮ ಇನ್ಸ್ಟಿಟ್ಯೂಟ್ ಆಫ್ ನರ್ಸಿಂಗ್ ಸೈನ್ಸ್ ಕಾಲೇಜಿನ ಪ್ರಾಚಾರ್ಯ ವಿದ್ಯಾಧರ ಜಾಡರ, ತಾಲೂಕು ಆರೋಗ್ಯಾಧಿಕಾರಿ ಡಾ.ಸಂತೋಷ ಮಾಗಿ, ಸೇರಿದಂತೆ ಆರೋಗ್ಯ ಇಲಾಖೆಯ ಅಧಿಕಾರಿಗಳು, ಕಾಲೇಜಿನ ಸಿಬ್ಬಂದಿ, ವಿದ್ಯಾರ್ಥಿಗಳು ಇದ್ದರು. [7, 2179, 791, 2213]
paragraph: ಯೋಜನೆಯ ಬಗ್ಗೆ ಅನುಷ್ಠಾನ ಅಧಿಕಾರಿಗಳು ಹಾಗೂ ಸಿಬ್ಬಂದಿಗಳು ಕಾಲಮಿತಿಯಲ್ಲಿ ಪರಿಶೀಲನೆ ನಡೆಸಿ ಅನುದಾನ ಸದ್ಬಳಕೆಯಾಗುವಂತೆ ಕ್ರಮವಹಿಸಬೇಕು. ಅಂಗನವಾಡಿಗಳಲ್ಲಿನ ಮಕ್ಕಳಿಗೆ ಪೌಷ್ಠಿಕ ಆಹಾರಗಳನ್ನು ಸರಿಯಾಗಿ ವಿತರಿಸಬೇಕು ಎಂದು ಹೇಳಿದರು. [7, 589, 780, 624]
paragraph: ಆಹಾರ ಮಂಗಳಕರ ಹಾಗೂ ಆರೋಗ್ಯ ಕಾಪಾಡುವ ಸಾಧನ. ಮಿತ ಆಹಾರ ಸೇವಿಸುವವರು ಹೆಚ್ಚು ಕಾಲ ಬದುಕುತ್ತಾರೆ. ಉಪವಾಸದಿಂದ ದೇಹದಲ್ಲಿರುವ ವಿಷಕಾರಿ ಅಂಶಗಳು ಹೊರ ಹೋಗುತ್ತವೆ. ಅಲ್ಲದೆ ದೇಹದ ಅಂಗಾಂಗಗಳಿಗೆ ವಿಶ್ರಾಂತಿ ದೊರೆಯುತ್ತದೆ ಎಂದು ಹೇಳಿದರು. [803, 1983, 1553, 2018]
photo-banner-text [99, 168, 340, 216]
paragraph: ತೋಟಗಾರಿಕೆ ಇಲಾಖೆಯಿಂದ ಪರಿಶಿಷ್ಟ ಜಾತಿ ಮತ್ತು ಪರಿಶಿಷ್ಟ ಪಂಗಡ ಹಾಗೂ ಹಿಂದುಳಿದ ವರ್ಗದ ರೈತರನ್ನು ಗುರುತಿಸಿ, ಸರ್ಕಾರದ ಯೋಜನೆಗಳ ಬಗ್ಗೆ ರೈತರು ಉಪಯೋಗ ಪಡೆದುಕೊಳ್ಳುವ ಕುರಿತು ಅರಿವು ಮೂಡಿಸುವ ಕಾರ್ಯಕ್ರಮಗಳನ್ನು ಆಯೋಜನೆ ಮಾಡಲು ಸೂಚಿಸಿದರು. ರಸ್ತೆ ಕಾಮಗಾರಿ ಹಾಗೂ ವಿವಿಧ ಕಾಮಗಾರಿಗಳನ್ನು ಗುಣಮಟ್ಟದಲ್ಲಿ ನಿಗದಿತ ಅವಧಿಯಲ್ಲಿ ಪೂರ್ಣಗೊಳಿಸಲು ಕ್ರಮವಹಿಸಬೇಕು ಎಂದು ಸೂಚಿಸಿದರು. [7, 532, 780, 585]
issue-date: ಶನಿವಾರ 27-09-2025 [5, 5, 278, 48]
article-body [803, 1925, 1553, 2273]
paragraph: ಹುಬ್ಬಳ್ಳಿ ಲಕ್ಷ್ಮೇಶ್ವರ ಮುಖ್ಯ ರಸ್ತೆ ಒಂದು ಬದಿ ಚರಂಡಿ ದುರ್ವಾಸನೆ ಬೀರುತ್ತಿದ್ದು, ರಸ್ತೆ ಮಧ್ಯ ಹಾಕಿರುವ ವಿದ್ಯುತ್ ಕಂಬಗಳ ದೀಪಗಳು ಬೆಳಗುತ್ತಿಲ್ಲ ಎಂದು ಎಲ್ಲ ಸದಸ್ಯರು ಒಕ್ಕೊರಲಿನಿಂದ ಪ್ರಶ್ನಿಸಿದರು. [612, 1384, 1433, 1400]
paragraph: ಪಟ್ಟಣದಲ್ಲಿ ಅನಧಿಕೃತ ಬಡಾವಣೆಗಳು ತಲೆ ಎತ್ತಿದ್ದು ಅಧಿಕಾರಿಗಳು ಯಾವ ಕ್ರಮಕೈಗೊಂಡಿದ್ದೀರಿ ಎಂದು ಸದಸ್ಯ ಕಿರೇಸೂರ ಪ್ರಶ್ನಿಸಿದಾಗ ಸಿಬ್ಬಂದಿಗಳು ಸಮರ್ಪಕ ಉತ್ತರ ನೀಡದ ಕಾರಣ ಅಧ್ಯಕ್ಷರು ಸಿಬ್ಬಂದಿಗಳನ್ನು ತರಾಟೆಗೆ ತೆಗೆದುಕೊಂಡರು. ಸಭೆಯಲ್ಲಿ ಯಾವುದೇ ಸಮರ್ಪಕ ಉತ್ತರ ಬಾರದಿದ್ದಾಗ ಗದ್ದಲ ಉಂಟಾಯಿತು. [599, 1325, 1553, 1360]
byline: ಹಳ್ಳಿಯ ಸಂದೇಶ ನ್ಯೂಸ್ [803, 1666, 911, 1682]
article-children-activities [7, 905, 587, 1603]
